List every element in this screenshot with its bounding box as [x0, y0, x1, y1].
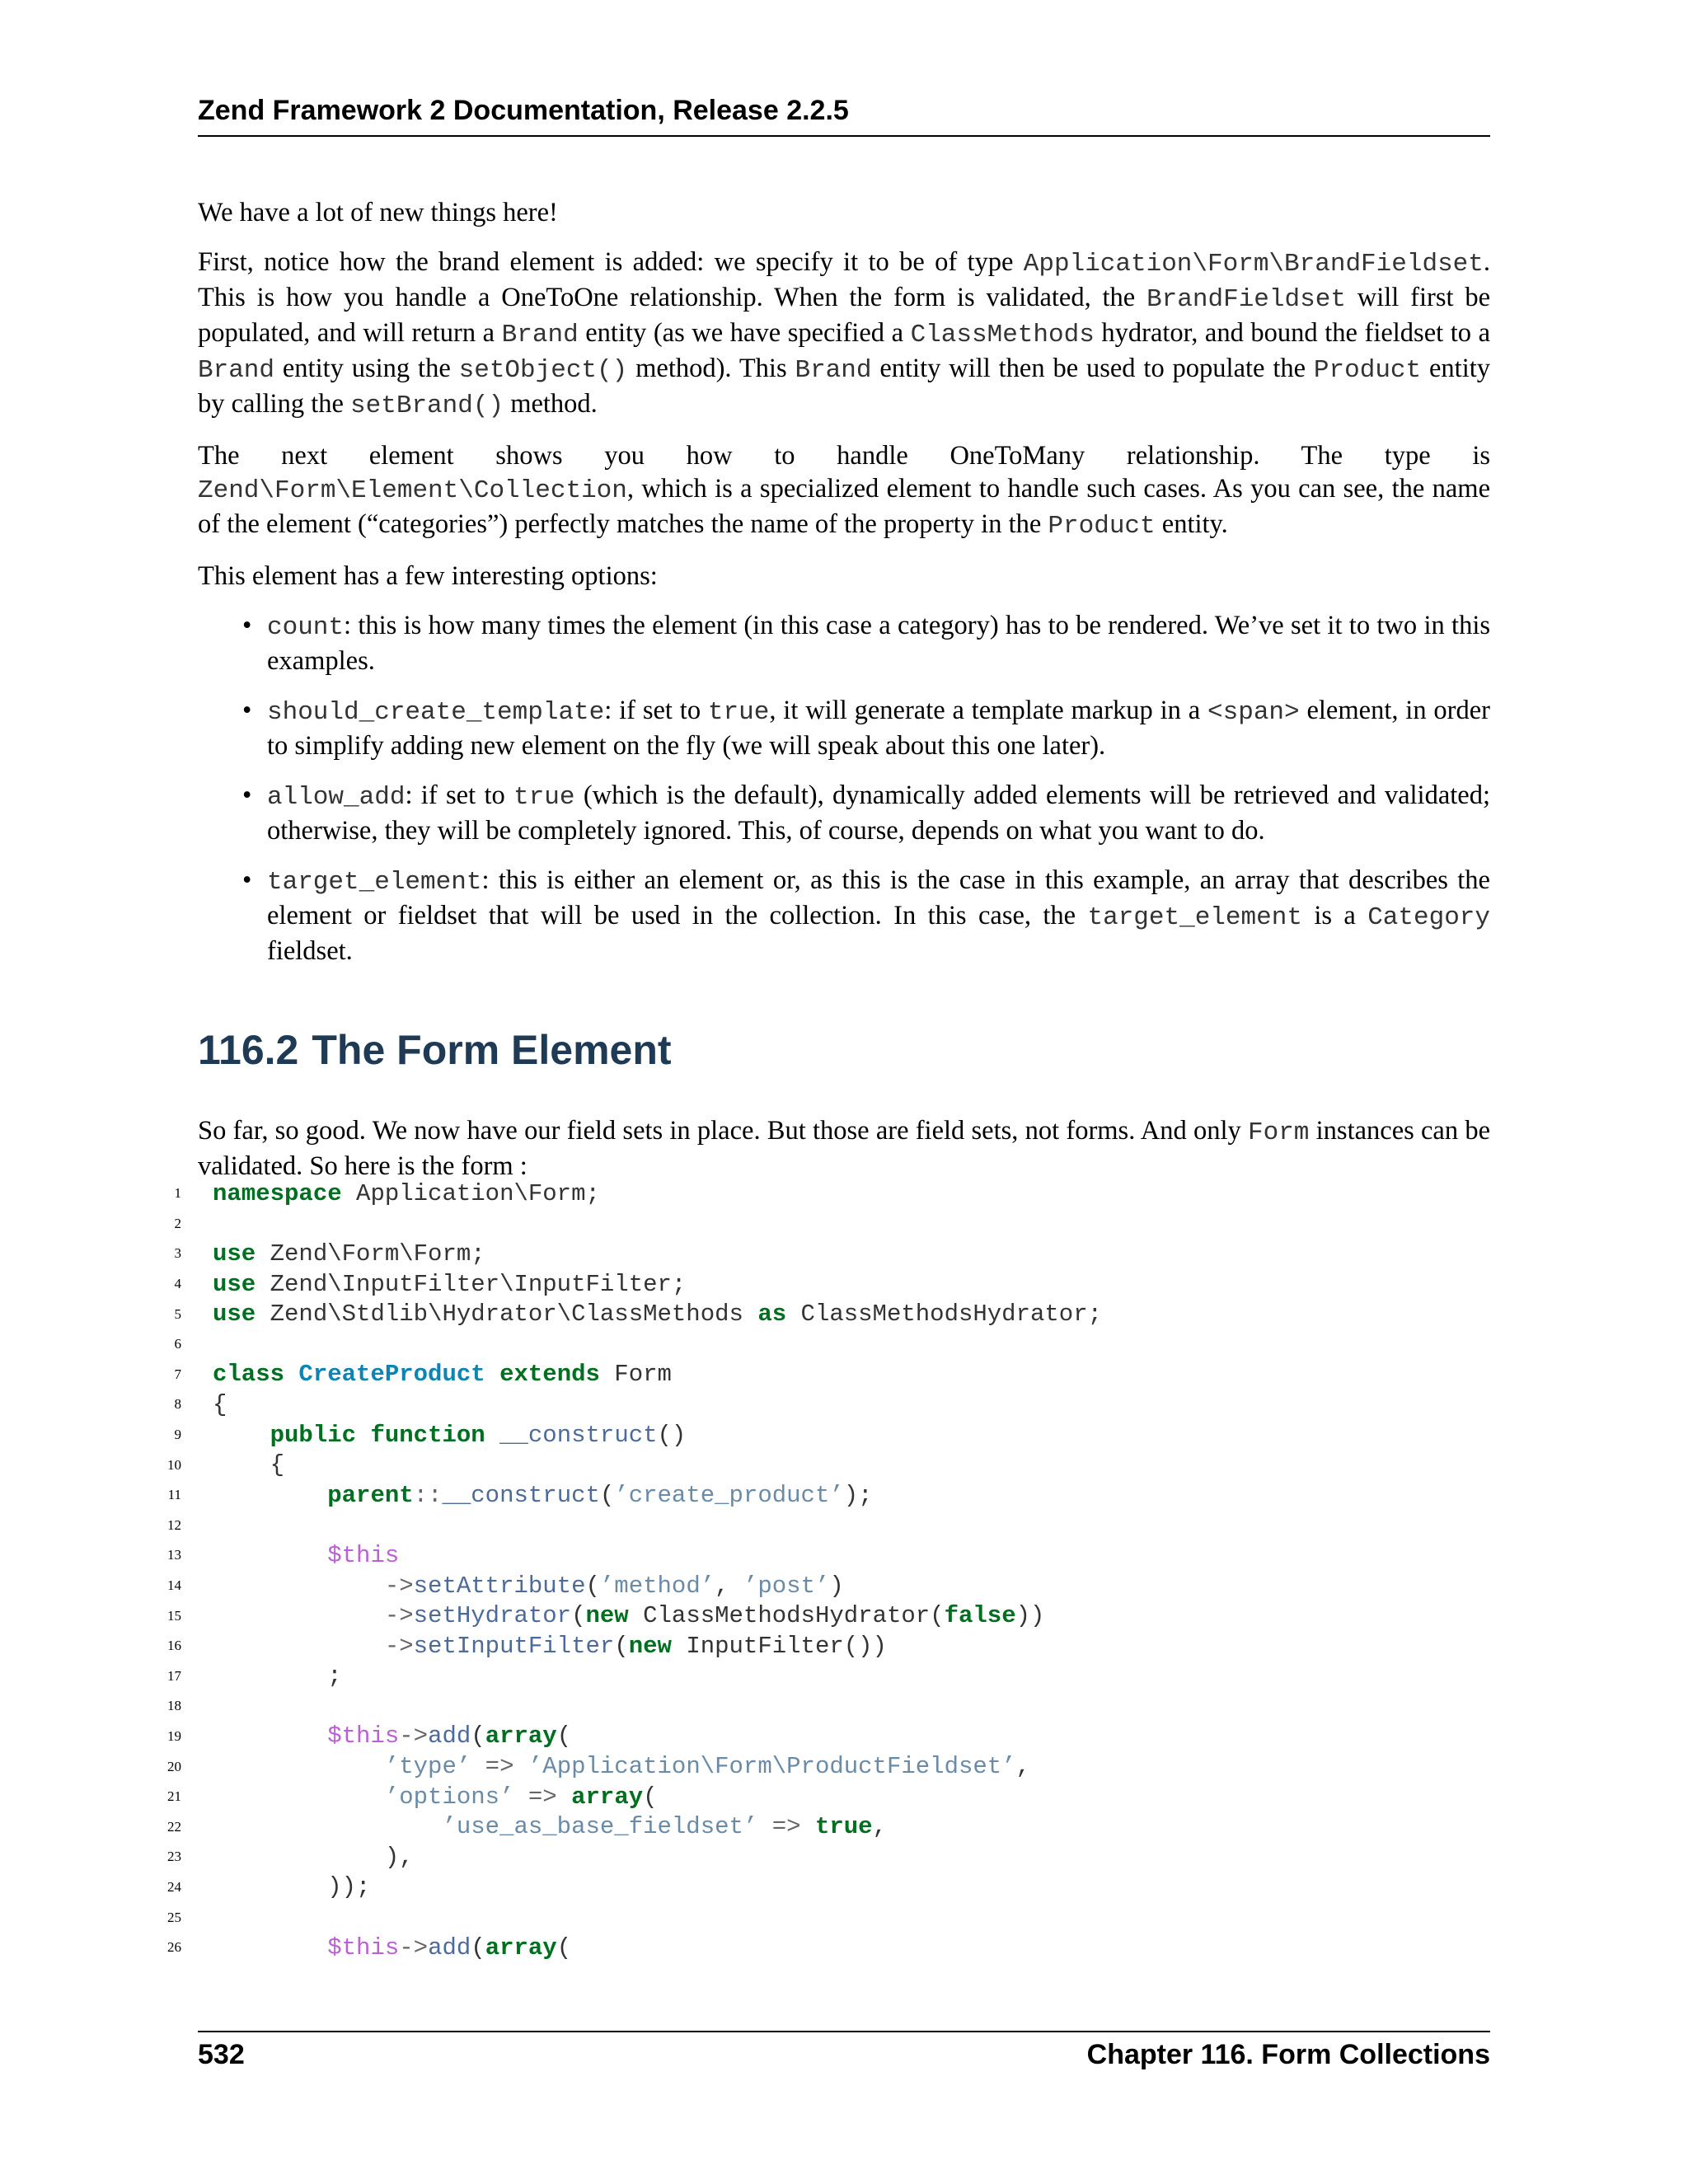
paragraph-intro: We have a lot of new things here!: [198, 198, 558, 227]
code-line: [140, 1691, 1492, 1722]
inline-code: Application\Form\BrandFieldset: [1023, 250, 1484, 279]
code-token: (: [643, 1783, 658, 1811]
line-number: 17: [167, 1667, 181, 1684]
code-line: [140, 1933, 1492, 1963]
text: entity by calling the: [198, 354, 1491, 419]
text: will first be populated, and will return a: [198, 283, 1491, 348]
line-number: 19: [167, 1727, 181, 1744]
code-token: [213, 1542, 327, 1569]
line-number: 14: [167, 1577, 181, 1594]
code-line: [140, 1872, 1492, 1903]
code-token: ’use_as_base_fieldset’: [442, 1813, 758, 1841]
code-token: [471, 1753, 485, 1780]
code-token: [213, 1602, 385, 1629]
list-item: [267, 694, 1490, 762]
inline-code: true: [513, 783, 575, 812]
inline-code: target_element: [267, 868, 482, 897]
code-token: [213, 1934, 327, 1961]
code-token: ::: [413, 1481, 443, 1509]
code-token: [485, 1422, 499, 1449]
line-number: 24: [167, 1878, 181, 1895]
code-token: [801, 1813, 815, 1840]
text: entity (as we have specified a: [578, 318, 911, 348]
page-number: 532: [198, 2039, 245, 2070]
line-number: 16: [167, 1638, 181, 1654]
code-token: $this: [327, 1722, 400, 1750]
code-token: true: [814, 1813, 873, 1841]
line-number: 11: [167, 1487, 181, 1503]
code-line: [140, 1299, 1492, 1329]
code-token: )): [1015, 1602, 1045, 1630]
inline-code: <span>: [1207, 698, 1300, 727]
code-line: [140, 1571, 1492, 1601]
inline-code: Product: [1313, 356, 1422, 385]
code-token: (: [599, 1481, 615, 1509]
code-token: ’options’: [384, 1783, 514, 1811]
code-token: (: [556, 1933, 572, 1961]
code-line: [140, 1209, 1492, 1240]
inline-code: count: [267, 613, 345, 642]
text: method.: [504, 389, 598, 419]
line-number: 2: [174, 1215, 181, 1231]
inline-code: Category: [1367, 903, 1491, 932]
code-token: ): [829, 1572, 844, 1600]
line-number: 5: [174, 1305, 181, 1322]
text: . This is how you handle a OneToOne relationship. When the form is validated, the: [198, 247, 1490, 312]
code-line: [140, 1540, 1492, 1571]
code-token: array: [571, 1783, 644, 1811]
code-line: [140, 1631, 1492, 1661]
code-token: [557, 1783, 571, 1811]
code-token: ,: [715, 1572, 743, 1600]
code-token: new: [585, 1602, 629, 1630]
text: , which is a specialized element to handle such cases. As you can see, the name of the element (“categories”) perfectly matches the name of the property in the: [198, 474, 1490, 539]
code-token: (: [585, 1572, 600, 1600]
line-number: 4: [174, 1276, 181, 1292]
line-number: 15: [167, 1607, 181, 1624]
document-body: [198, 196, 1490, 1199]
code-token: ’create_product’: [614, 1481, 844, 1509]
running-header: Zend Framework 2 Documentation, Release 2.2.5: [198, 89, 1490, 137]
code-token: as: [757, 1301, 787, 1329]
code-token: [513, 1753, 528, 1780]
code-token: Zend\Stdlib\Hydrator\ClassMethods: [256, 1301, 758, 1329]
line-number: 13: [167, 1547, 181, 1563]
code-token: ->: [384, 1572, 414, 1600]
inline-code: ClassMethods: [910, 321, 1095, 349]
code-token: setHydrator: [413, 1602, 572, 1630]
section-number: 116.2: [198, 1027, 299, 1073]
code-line: [140, 1782, 1492, 1812]
line-number: 20: [167, 1758, 181, 1774]
line-number: 25: [167, 1909, 181, 1925]
code-token: ClassMethodsHydrator(: [628, 1602, 945, 1630]
code-token: =>: [771, 1813, 801, 1841]
inline-code: Zend\Form\Element\Collection: [198, 476, 627, 505]
code-token: (): [657, 1421, 687, 1449]
code-token: ->: [399, 1722, 429, 1750]
code-token: ’Application\Form\ProductFieldset’: [528, 1753, 1016, 1781]
text: entity using the: [274, 354, 459, 383]
line-number: 1: [174, 1185, 181, 1202]
line-number: 26: [167, 1939, 181, 1956]
code-token: [213, 1482, 327, 1509]
code-token: InputFilter()): [671, 1632, 887, 1660]
code-token: ,: [872, 1813, 887, 1841]
code-line: [140, 1842, 1492, 1872]
code-line: [140, 1811, 1492, 1842]
code-token: namespace: [213, 1179, 342, 1207]
code-token: (: [471, 1722, 485, 1750]
code-token: setAttribute: [413, 1572, 586, 1600]
line-number: 12: [167, 1516, 181, 1533]
code-token: Zend\InputFilter\InputFilter;: [256, 1270, 687, 1298]
code-token: (: [556, 1722, 572, 1750]
code-token: array: [485, 1722, 557, 1750]
page-footer: [198, 2039, 1490, 2071]
options-list: [198, 609, 1490, 968]
code-token: ),: [213, 1843, 414, 1871]
code-token: (: [571, 1602, 586, 1630]
code-token: ClassMethodsHydrator;: [786, 1301, 1103, 1329]
code-token: [213, 1783, 385, 1811]
text: : if set to: [405, 780, 514, 810]
inline-code: target_element: [1087, 903, 1302, 932]
code-token: (: [471, 1933, 485, 1961]
paragraph-collection: [198, 439, 1490, 543]
code-token: array: [485, 1933, 557, 1961]
code-line: [140, 1722, 1492, 1752]
text: : if set to: [604, 696, 708, 725]
code-line: [140, 1601, 1492, 1631]
code-token: use: [213, 1240, 256, 1268]
code-token: ;: [213, 1662, 342, 1690]
text: (which is the default), dynamically added elements will be retrieved and validated; otherwise, they will be completely ignored. This, of course, depends on what you want to do.: [267, 780, 1490, 846]
inline-code: Form: [1247, 1118, 1310, 1147]
inline-code: setBrand(): [350, 391, 504, 420]
paragraph-brand: [198, 246, 1490, 423]
text: method). This: [627, 354, 795, 383]
code-line: [140, 1390, 1492, 1420]
text: entity will then be used to populate the: [871, 354, 1314, 383]
code-line: [140, 1269, 1492, 1300]
line-number: 21: [167, 1788, 181, 1805]
code-token: $this: [327, 1933, 400, 1961]
line-number: 7: [174, 1366, 181, 1382]
code-line: [140, 1239, 1492, 1269]
inline-code: allow_add: [267, 783, 406, 812]
code-line: [140, 1420, 1492, 1451]
code-token: [213, 1722, 327, 1750]
line-number: 22: [167, 1818, 181, 1835]
code-token: ->: [384, 1602, 414, 1630]
text: instances can be validated. So here is the form :: [198, 1116, 1490, 1181]
code-line: [140, 1450, 1492, 1480]
inline-code: true: [707, 698, 770, 727]
code-token: ->: [384, 1632, 414, 1660]
text: hydrator, and bound the fieldset to a: [1094, 318, 1491, 348]
code-token: add: [428, 1722, 471, 1750]
code-token: $this: [327, 1541, 400, 1569]
code-token: [284, 1361, 298, 1388]
code-token: ’method’: [599, 1572, 715, 1600]
inline-code: Brand: [795, 356, 872, 385]
code-line: [140, 1751, 1492, 1782]
code-token: class: [213, 1361, 285, 1389]
code-token: );: [843, 1481, 873, 1509]
code-token: {: [213, 1451, 285, 1479]
code-line: [140, 1360, 1492, 1390]
code-token: use: [213, 1270, 256, 1298]
code-token: [213, 1753, 385, 1780]
section-title: The Form Element: [312, 1027, 672, 1073]
text: is a: [1301, 901, 1368, 930]
code-line: [140, 1661, 1492, 1692]
line-number: 9: [174, 1427, 181, 1443]
code-line: [140, 1480, 1492, 1511]
code-line: [140, 1179, 1492, 1209]
code-token: false: [944, 1602, 1016, 1630]
code-line: [140, 1329, 1492, 1360]
list-item: [267, 779, 1490, 847]
code-token: =>: [485, 1753, 514, 1781]
code-listing: [140, 1179, 1492, 1962]
code-token: [513, 1783, 528, 1811]
text: : this is how many times the element (in this case a category) has to be rendered. We’ve set it to two in this examples.: [267, 611, 1490, 676]
chapter-title: Chapter 116. Form Collections: [1086, 2039, 1490, 2070]
line-number: 6: [174, 1336, 181, 1352]
text: So far, so good. We now have our field sets in place. But those are field sets, not forms. And only: [198, 1116, 1248, 1146]
code-token: __construct: [442, 1481, 600, 1509]
code-token: Form: [599, 1361, 672, 1389]
line-number: 18: [167, 1698, 181, 1714]
paragraph-options-intro: This element has a few interesting options:: [198, 561, 658, 591]
code-token: [213, 1422, 270, 1449]
list-item: [267, 609, 1490, 677]
code-token: Application\Form;: [341, 1179, 600, 1207]
code-token: setInputFilter: [413, 1632, 615, 1660]
code-token: [213, 1813, 442, 1840]
inline-code: BrandFieldset: [1146, 285, 1346, 314]
text: The next element shows you how to handle OneToMany relationship. The type is: [198, 441, 1490, 471]
code-token: Zend\Form\Form;: [256, 1240, 485, 1268]
section-heading: [198, 1025, 1490, 1075]
code-token: parent: [327, 1481, 414, 1509]
code-token: CreateProduct: [298, 1361, 485, 1389]
code-token: =>: [528, 1783, 557, 1811]
code-token: ’type’: [384, 1753, 471, 1781]
inline-code: setObject(): [458, 356, 628, 385]
inline-code: Brand: [501, 321, 579, 349]
code-token: use: [213, 1301, 256, 1329]
inline-code: Brand: [198, 356, 275, 385]
code-token: ,: [1015, 1753, 1030, 1781]
text: : this is either an element or, as this is the case in this example, an array that describes the element or fieldset that will be used in the collection. In this case, the: [267, 865, 1490, 930]
inline-code: should_create_template: [267, 698, 605, 727]
code-token: function: [370, 1421, 485, 1449]
code-token: __construct: [499, 1421, 658, 1449]
text: First, notice how the brand element is added: we specify it to be of type: [198, 247, 1024, 277]
code-token: new: [628, 1632, 672, 1660]
code-token: ’post’: [743, 1572, 830, 1600]
code-token: (: [614, 1632, 629, 1660]
line-number: 10: [167, 1456, 181, 1473]
list-item: [267, 864, 1490, 968]
code-token: {: [213, 1390, 227, 1418]
inline-code: Product: [1048, 512, 1156, 541]
code-line: [140, 1511, 1492, 1541]
code-token: public: [270, 1421, 357, 1449]
text: , it will generate a template markup in a: [769, 696, 1208, 725]
code-token: [485, 1361, 499, 1388]
paragraph-form: [198, 1114, 1490, 1183]
code-token: [213, 1633, 385, 1660]
code-token: extends: [499, 1361, 600, 1389]
code-token: add: [428, 1933, 471, 1961]
text: element, in order to simplify adding new element on the fly (we will speak about this one later).: [267, 696, 1491, 761]
footer-rule: [198, 2031, 1490, 2032]
text: fieldset.: [267, 936, 353, 966]
text: entity.: [1155, 509, 1228, 539]
line-number: 8: [174, 1396, 181, 1413]
line-number: 3: [174, 1245, 181, 1262]
code-token: ));: [213, 1873, 371, 1901]
code-line: [140, 1902, 1492, 1933]
code-token: ->: [399, 1933, 429, 1961]
code-token: [356, 1422, 370, 1449]
code-token: [757, 1813, 771, 1840]
line-number: 23: [167, 1849, 181, 1865]
code-token: [213, 1572, 385, 1600]
